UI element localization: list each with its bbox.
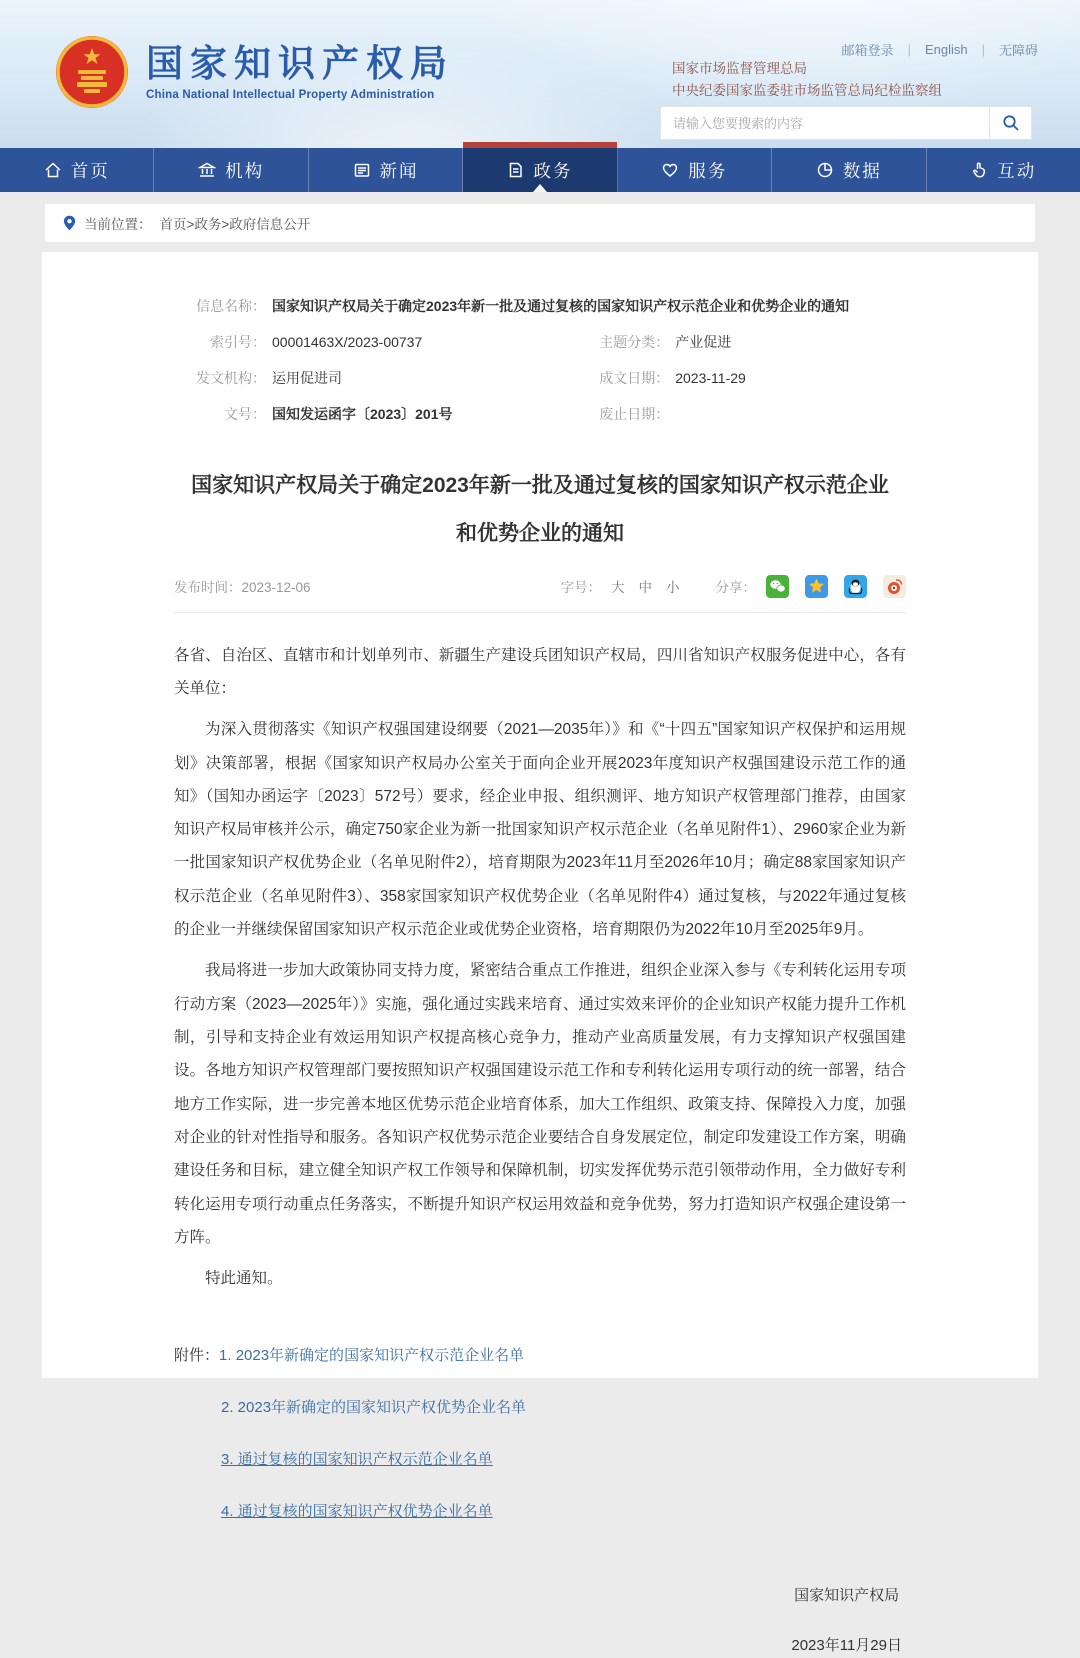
nav-item-institutions[interactable]	[154, 148, 308, 192]
salutation: 各省、自治区、直辖市和计划单列市、新疆生产建设兵团知识产权局，四川省知识产权服务促进中心，各有关单位：	[174, 646, 906, 697]
top-utility-links	[842, 40, 1038, 59]
page-title: 国家知识产权局关于确定2023年新一批及通过复核的国家知识产权示范企业和优势企业的通知	[191, 474, 889, 546]
pie-chart-icon	[816, 161, 834, 179]
info-written-date-value: 2023-11-29	[675, 370, 746, 386]
related-org-links	[672, 58, 942, 103]
info-issuer-label: 发文机构：	[196, 370, 266, 386]
fontsize-small-button[interactable]: 小	[666, 580, 680, 596]
nav-item-services[interactable]	[618, 148, 772, 192]
info-repeal-date-label: 废止日期：	[599, 406, 670, 422]
paragraph-1: 为深入贯彻落实《知识产权强国建设纲要（2021—2035年）》和《“十四五”国家知识产权保护和运用规划》决策部署，根据《国家知识产权局办公室关于面向企业开展2023年度知识产权强国建设示范工作的通知》（国知办函运字〔2023〕572号）要求，经企业申报、组织测评、地方知识产权管理部门推荐，由国家知识产权局审核并公示，确定750家企业为新一批国家知识产权示范企业（名单见附件1）、2960家企业为新一批国家知识产权优势企业（名单见附件2），培育期限为2023年11月至2026年10月；确定88家国家知识产权示范企业（名单见附件3）、358家国家知识产权优势企业（名单见附件4）通过复核，与2022年通过复核的企业一并继续保留国家知识产权示范企业或优势企业资格，培育期限仍为2022年10月至2025年9月。	[174, 721, 906, 939]
logo-text	[146, 43, 454, 101]
info-topic-value: 产业促进	[675, 334, 732, 350]
attachment-link-1[interactable]: 1. 2023年新确定的国家知识产权示范企业名单	[219, 1346, 525, 1364]
bank-icon	[198, 161, 216, 179]
mail-login-link[interactable]: 邮箱登录	[841, 43, 894, 58]
site-header	[0, 0, 1080, 148]
signature-date: 2023年11月29日	[791, 1636, 902, 1654]
divider: |	[981, 42, 985, 57]
national-emblem-icon	[54, 34, 130, 110]
accessibility-link[interactable]: 无障碍	[998, 43, 1038, 58]
wechat-share-icon[interactable]	[766, 575, 789, 598]
closing-line: 特此通知。	[205, 1270, 283, 1288]
search-button[interactable]	[989, 107, 1031, 139]
info-written-date-label: 成文日期：	[599, 370, 670, 386]
attachment-link-2[interactable]: 2. 2023年新确定的国家知识产权优势企业名单	[221, 1398, 527, 1416]
breadcrumb-label: 当前位置：	[84, 217, 152, 232]
nav-item-news[interactable]	[309, 148, 463, 192]
article-body	[174, 639, 906, 1296]
nav-label: 互动	[997, 160, 1037, 181]
attachments-list	[174, 1344, 906, 1524]
info-doc-no-value: 国知发运函字〔2023〕201号	[272, 406, 453, 422]
english-link[interactable]: English	[924, 42, 968, 57]
info-name-value: 国家知识产权局关于确定2023年新一批及通过复核的国家知识产权示范企业和优势企业的通知	[272, 298, 850, 314]
discipline-inspection-link[interactable]: 中央纪委国家监委驻市场监管总局纪检监察组	[672, 83, 942, 99]
signature-block	[791, 1584, 902, 1658]
divider: |	[907, 42, 911, 57]
info-index-label: 索引号：	[210, 334, 266, 350]
nav-label: 首页	[70, 160, 110, 181]
breadcrumb	[45, 204, 1035, 242]
attachment-link-4[interactable]: 4. 通过复核的国家知识产权优势企业名单	[221, 1502, 493, 1520]
nav-item-government-affairs[interactable]	[463, 148, 617, 192]
info-repeal-date-value	[669, 396, 675, 432]
search-input[interactable]	[661, 107, 989, 139]
location-pin-icon	[63, 215, 76, 231]
hand-pointer-icon	[970, 161, 988, 179]
publish-time	[174, 576, 311, 596]
fontsize-large-button[interactable]: 大	[611, 580, 625, 596]
main-nav	[0, 148, 1080, 192]
service-heart-icon	[661, 161, 679, 179]
attachments-label: 附件：	[174, 1346, 220, 1364]
site-subtitle: China National Intellectual Property Administration	[146, 88, 435, 101]
publish-time-value: 2023-12-06	[241, 580, 311, 596]
document-area	[42, 252, 1038, 1654]
nav-item-home[interactable]	[0, 148, 154, 192]
logo-group	[54, 34, 454, 110]
info-topic-label: 主题分类：	[599, 334, 670, 350]
document-info-table	[174, 288, 906, 432]
publish-time-label: 发布时间：	[174, 580, 242, 596]
qq-share-icon[interactable]	[844, 575, 867, 598]
samr-link[interactable]: 国家市场监督管理总局	[672, 61, 807, 76]
document-icon	[507, 161, 524, 179]
info-doc-no-label: 文号：	[224, 406, 266, 422]
nav-label: 政务	[533, 160, 573, 181]
fontsize-label: 字号：	[560, 580, 601, 596]
nav-item-data[interactable]	[772, 148, 926, 192]
search-icon	[1002, 114, 1020, 132]
signature-org: 国家知识产权局	[794, 1586, 900, 1604]
nav-label: 新闻	[379, 160, 419, 181]
home-icon	[44, 161, 62, 179]
breadcrumb-path[interactable]: 首页>政务>政府信息公开	[159, 217, 311, 232]
weibo-share-icon[interactable]	[883, 575, 906, 598]
nav-label: 服务	[688, 160, 728, 181]
search-bar	[660, 106, 1032, 140]
attachment-link-3[interactable]: 3. 通过复核的国家知识产权示范企业名单	[221, 1450, 493, 1468]
info-index-value: 00001463X/2023-00737	[272, 334, 423, 350]
qzone-share-icon[interactable]	[805, 575, 828, 598]
nav-item-interaction[interactable]	[927, 148, 1080, 192]
paragraph-2: 我局将进一步加大政策协同支持力度，紧密结合重点工作推进，组织企业深入参与《专利转化运用专项行动方案（2023—2025年）》实施，强化通过实践来培育、通过实效来评价的企业知识产权能力提升工作机制，引导和支持企业有效运用知识产权提高核心竞争力，推动产业高质量发展，有力支撑知识产权强国建设。各地方知识产权管理部门要按照知识产权强国建设示范工作和专利转化运用专项行动的统一部署，结合地方工作实际，进一步完善本地区优势示范企业培育体系，加大工作组织、政策支持、保障投入力度，加强对企业的针对性指导和服务。各知识产权优势示范企业要结合自身发展定位，制定印发建设工作方案，明确建设任务和目标，建立健全知识产权工作领导和保障机制，切实发挥优势示范引领带动作用，全力做好专利转化运用专项行动重点任务落实，不断提升知识产权运用效益和竞争优势，努力打造知识产权强企建设第一方阵。	[174, 962, 906, 1246]
share-label: 分享：	[715, 580, 756, 596]
info-issuer-value: 运用促进司	[272, 370, 342, 386]
article-meta-row	[174, 575, 906, 613]
nav-label: 数据	[842, 160, 882, 181]
fontsize-medium-button[interactable]: 中	[638, 580, 652, 596]
site-title: 国家知识产权局	[146, 43, 454, 85]
nav-label: 机构	[225, 160, 265, 181]
news-icon	[353, 161, 371, 179]
info-name-label: 信息名称：	[196, 298, 266, 314]
